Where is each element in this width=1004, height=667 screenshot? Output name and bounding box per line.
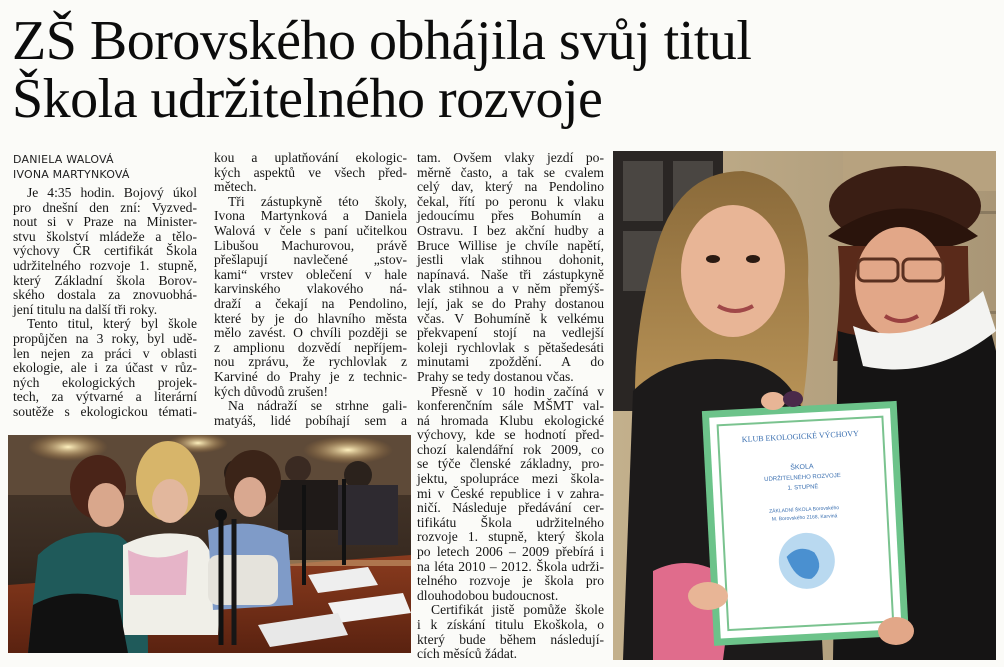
headline-line-2: Škola udržitelného rozvoje <box>12 68 603 130</box>
article-line: Ivona Martynková a Daniela <box>214 208 407 224</box>
article-line: karvinského vlakového ná- <box>214 281 407 297</box>
article-line: který Základní škola Borov- <box>13 272 197 288</box>
article-line: nou zprávu, že rychlovlak z <box>214 354 407 370</box>
article-line: překvapení stojí na vedlejší <box>417 325 604 341</box>
article-line: Tři zástupkyně této školy, <box>228 193 407 209</box>
article-line: Bruce Willise je chvíle napětí, <box>417 237 604 253</box>
article-line: tifikátu Škola udržitelného <box>417 514 604 530</box>
article-line: i k získání titulu Ekoškola, o <box>417 617 604 632</box>
article-line: kou a uplatňování ekologic- <box>214 150 407 165</box>
article-line: které by je do hlavního města <box>214 310 407 326</box>
article-line: minutami zpoždění. A do <box>417 354 604 370</box>
article-line: jení titulu na další tři roky. <box>13 301 158 317</box>
certificate-photo <box>613 151 996 660</box>
article-line: telného rozvoje je škola pro <box>417 573 604 589</box>
article-line: len nejen za práci v oblasti <box>13 345 197 361</box>
article-line: soutěže s ekologickou témati- <box>13 403 197 419</box>
article-line: kých důvodů zrušen! <box>214 383 329 399</box>
article-line: Tento titul, který byl škole <box>27 316 197 332</box>
article-line: tech, za výtvarné a literární <box>13 389 197 405</box>
article-line: Ostravu. I bez akční hudby a <box>417 222 604 238</box>
article-line: draží a čekají na Pendolino, <box>214 295 407 311</box>
article-line: kých aspektů ve všech před- <box>214 164 407 180</box>
article-line: vlak stihnou a v něm přemýš- <box>417 281 604 297</box>
article-line: cích měsíců žádat. <box>417 646 518 662</box>
article-line: udržitelného rozvoje 1. stupně, <box>13 257 197 273</box>
conference-photo <box>8 435 411 653</box>
headline <box>12 12 892 128</box>
article-line: ných ekologických projek- <box>13 374 197 390</box>
article-line: měrně často, a tak se cvalem <box>417 164 604 180</box>
article-line: nout si v Praze na Minister- <box>13 214 197 230</box>
article-line: ekologie, ale i za účast v růz- <box>13 360 197 376</box>
article-line: z amplionu dozvědí nepříjem- <box>214 339 407 355</box>
article-line: Prahy se tedy dostanou včas. <box>417 368 574 384</box>
article-line: ského dostala za znovuobhá- <box>13 287 197 303</box>
article-line: Walová v čele s paní učitelkou <box>214 222 407 238</box>
article-line: mětech. <box>214 179 257 195</box>
article-line: napínavá. Naše tři zástupkyně <box>417 266 604 282</box>
article-line: Certifikát jistě pomůže škole <box>431 602 604 618</box>
certificate-photo-image <box>613 151 996 660</box>
article-line: lejí, jak se do Prahy dostanou <box>417 295 604 311</box>
article-line: matyáš, lidé pobíhají sem a <box>214 412 407 428</box>
article-line: výchovy, kde se hodnotí před- <box>417 427 604 443</box>
article-line: ná hromada Klubu ekologické <box>417 412 604 428</box>
author-2: IVONA MARTYNKOVÁ <box>13 168 130 181</box>
certificate-school-2: M. Borovského 2168, Karviná <box>771 513 838 523</box>
article-line: konferenčním sále MŠMT val- <box>417 398 604 414</box>
certificate-header: KLUB EKOLOGICKÉ VÝCHOVY <box>741 428 860 445</box>
article-line: koleji rychlovlak s pětašedesáti <box>417 339 604 355</box>
article-line: rozvoje 1. stupně, který škola <box>417 529 604 545</box>
article-line: chozí kalendářní rok 2009, co <box>417 441 604 457</box>
article-line: Je 4:35 hodin. Bojový úkol <box>27 185 197 200</box>
certificate-title-2: UDRŽITELNÉHO ROZVOJE <box>764 472 841 483</box>
article-line: dlouhodobou budoucnost. <box>417 587 559 603</box>
article-column-1 <box>13 186 197 420</box>
headline-line-1: ZŠ Borovského obhájila svůj titul <box>12 10 752 72</box>
certificate-school-1: ZÁKLADNÍ ŠKOLA Borovského <box>769 505 840 515</box>
article-line: celý dav, který na Pendolino <box>417 179 604 195</box>
article-line: se týče členské základny, pro- <box>417 456 604 472</box>
article-line: který bude během následují- <box>417 631 604 647</box>
article-column-2 <box>214 151 407 428</box>
certificate <box>702 401 909 646</box>
certificate-title-3: 1. STUPNĚ <box>787 484 819 492</box>
article-line: jektu, spolupráce mezi škola- <box>417 471 604 487</box>
article-column-3 <box>417 151 604 662</box>
certificate-title-1: ŠKOLA <box>790 463 814 472</box>
article-line: jestli vlak stihnou dohonit, <box>417 252 604 268</box>
article-line: Na nádraží se strhne gali- <box>228 398 407 414</box>
article-line: kami“ vrstev oblečení v hale <box>214 266 407 282</box>
article-line: po letech 2006 – 2009 přebírá i <box>417 544 604 560</box>
article-line: tam. Ovšem vlaky jezdí po- <box>417 150 604 165</box>
author-1: DANIELA WALOVÁ <box>13 153 114 166</box>
article-line: na léta 2010 – 2012. Škola udrži- <box>417 558 604 574</box>
article-line: propůjčen na 3 roky, byl udě- <box>13 330 197 346</box>
article-line: Přesně v 10 hodin začíná v <box>431 383 604 399</box>
article-line: jedoucímu přes Bohumín a <box>417 208 604 224</box>
article-line: čekal, řítí po peronu k vlaku <box>417 193 604 209</box>
article-line: přešlapují navlečené „stov- <box>214 252 407 268</box>
article-line: stvu školství mládeže a tělo- <box>13 228 197 244</box>
article-line: pro dnešní den zní: Vyzved- <box>13 199 197 215</box>
article-line: včas. V Bohumíně k velkému <box>417 310 604 326</box>
article-line: Libušou Machurovou, právě <box>214 237 407 253</box>
conference-photo-image <box>8 435 411 653</box>
article-line: mělo zavést. O chvíli později se <box>214 325 407 341</box>
article-line: Karviné do Prahy je z technic- <box>214 368 407 384</box>
article-line: výchovy ČR certifikát Škola <box>13 243 197 259</box>
article-line: ničí. Následuje předávání cer- <box>417 500 604 516</box>
article-line: mi v České republice i v zahra- <box>417 485 604 501</box>
